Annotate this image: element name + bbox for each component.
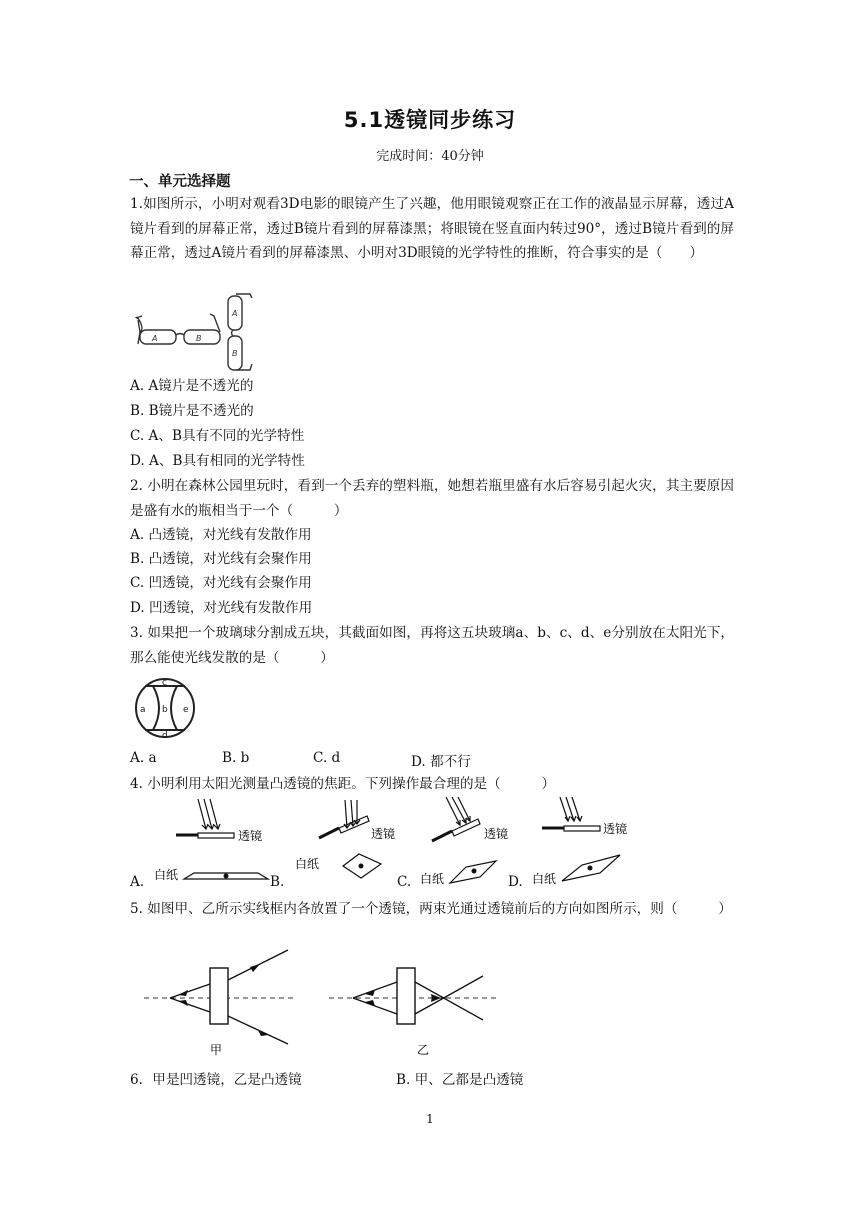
q4a-paper-label: 白纸 bbox=[154, 868, 179, 882]
q1-option-c: C. A、B具有不同的光学特性 bbox=[130, 428, 305, 444]
figure-label-jia: 甲 bbox=[210, 1043, 223, 1057]
page-title: 5.1透镜同步练习 bbox=[343, 108, 517, 132]
question-3-text: 3. 如果把一个玻璃球分割成五块，其截面如图，再将这五块玻璃a、b、c、d、e分别放在太阳光下，那么能使光线发散的是（ ） bbox=[130, 625, 734, 666]
q3-option-d: D. 都不行 bbox=[411, 754, 471, 770]
q4b-paper-label: 白纸 bbox=[295, 857, 320, 871]
lens-box-jia bbox=[210, 968, 228, 1024]
section-heading: 一、单元选择题 bbox=[129, 174, 231, 190]
q4a-lens-label: 透镜 bbox=[238, 829, 263, 843]
q4c-paper-label: 白纸 bbox=[420, 872, 445, 886]
question-5-text: 5. 如图甲、乙所示实线框内各放置了一个透镜，两束光通过透镜前后的方向如图所示，则（ ） bbox=[130, 901, 732, 917]
q4d-paper-label: 白纸 bbox=[532, 872, 557, 886]
glasses-figure bbox=[132, 292, 267, 372]
q4-figure-b bbox=[295, 798, 405, 883]
lens-box-yi bbox=[397, 968, 415, 1024]
piece-label-a: a bbox=[140, 705, 146, 715]
question-6-text: 6．甲是凹透镜，乙是凸透镜 bbox=[130, 1072, 302, 1088]
q3-option-a: A. a bbox=[130, 750, 157, 766]
q5-figure-yi bbox=[325, 944, 500, 1056]
glass-sphere-figure bbox=[131, 676, 201, 740]
q4-option-c: C. bbox=[397, 874, 412, 890]
q6-option-b: B. 甲、乙都是凸透镜 bbox=[396, 1072, 524, 1088]
glasses-vertical-icon bbox=[228, 294, 252, 370]
q2-option-c: C. 凹透镜，对光线有会聚作用 bbox=[130, 575, 312, 591]
q4c-lens-label: 透镜 bbox=[484, 827, 509, 841]
piece-label-b: b bbox=[162, 705, 168, 715]
q4-option-b: B. bbox=[270, 874, 285, 890]
piece-label-d: d bbox=[162, 731, 168, 741]
q2-option-a: A. 凸透镜，对光线有发散作用 bbox=[130, 527, 312, 543]
piece-label-c: c bbox=[162, 678, 167, 688]
q2-option-d: D. 凹透镜，对光线有发散作用 bbox=[130, 600, 313, 616]
glasses-label-b: B bbox=[196, 334, 202, 343]
q1-option-b: B. B镜片是不透光的 bbox=[130, 403, 254, 419]
time-limit: 完成时间：40分钟 bbox=[376, 149, 484, 164]
figure-label-yi: 乙 bbox=[417, 1043, 430, 1057]
q4-figure-c bbox=[420, 795, 520, 887]
q1-option-d: D. A、B具有相同的光学特性 bbox=[130, 453, 305, 469]
glasses-label-a: A bbox=[152, 334, 158, 343]
q4b-lens-label: 透镜 bbox=[371, 827, 396, 841]
q1-option-a: A. A镜片是不透光的 bbox=[130, 378, 254, 394]
piece-label-e: e bbox=[183, 705, 189, 715]
glasses-horizontal-icon bbox=[136, 314, 220, 344]
q3-option-b: B. b bbox=[222, 750, 250, 766]
q4-figure-a bbox=[150, 795, 275, 887]
q3-option-c: C. d bbox=[313, 750, 341, 766]
question-1-text: 1.如图所示，小明对观看3D电影的眼镜产生了兴趣，他用眼镜观察正在工作的液晶显示屏幕，透过A镜片看到的屏幕正常，透过B镜片看到的屏幕漆黑；将眼镜在竖直面内转过90°，透过B镜片看到的屏幕正常，透过A镜片看到的屏幕漆黑、小明对3D眼镜的光学特性的推断，符合事实的是（ ） bbox=[130, 196, 734, 262]
q2-option-b: B. 凸透镜，对光线有会聚作用 bbox=[130, 551, 312, 567]
q4-option-a: A. bbox=[130, 874, 145, 890]
q4-option-d: D. bbox=[508, 874, 523, 890]
question-4-text: 4. 小明利用太阳光测量凸透镜的焦距。下列操作最合理的是（ ） bbox=[130, 776, 556, 792]
glasses-label-a-vertical: A bbox=[232, 309, 238, 318]
q4-figure-d bbox=[528, 795, 638, 887]
q4d-lens-label: 透镜 bbox=[603, 822, 628, 836]
q5-figure-jia bbox=[140, 944, 300, 1056]
page-number: 1 bbox=[426, 1112, 434, 1126]
glasses-label-b-vertical: B bbox=[232, 349, 238, 358]
question-2-text: 2. 小明在森林公园里玩时，看到一个丢弃的塑料瓶，她想若瓶里盛有水后容易引起火灾，其主要原因是盛有水的瓶相当于一个（ ） bbox=[130, 478, 734, 519]
